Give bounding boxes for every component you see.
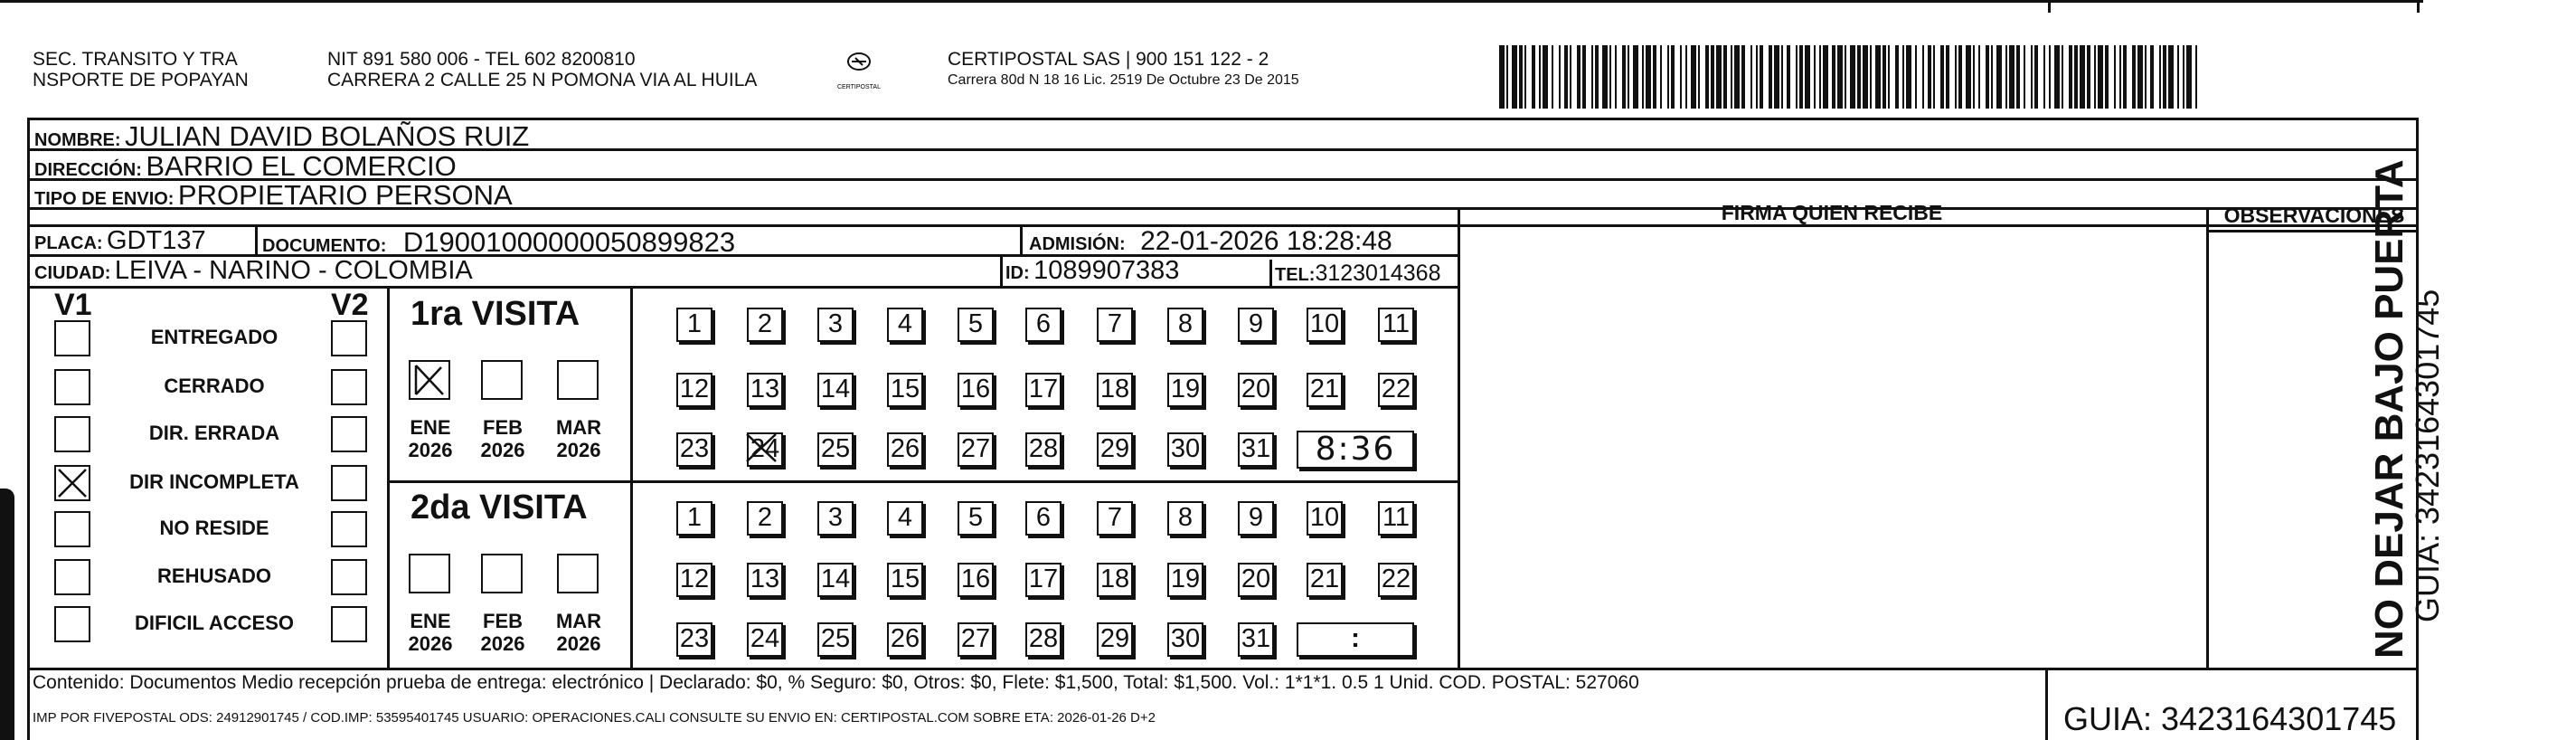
- day-box[interactable]: 2: [747, 501, 783, 536]
- status-v1-checkbox[interactable]: [54, 465, 90, 501]
- day-box[interactable]: 4: [887, 308, 923, 342]
- status-v2-checkbox[interactable]: [331, 606, 367, 642]
- day-box[interactable]: 10: [1307, 308, 1343, 342]
- side-text: [2369, 152, 2445, 659]
- nit-line: NIT 891 580 006 - TEL 602 8200810: [327, 49, 636, 70]
- month-label: [403, 416, 458, 461]
- day-box[interactable]: 1: [676, 501, 712, 536]
- month-checkbox[interactable]: [557, 360, 599, 400]
- id-label: ID:: [1005, 263, 1030, 283]
- status-label: DIR. ERRADA: [148, 422, 280, 444]
- first-visit-title: 1ra VISITA: [410, 295, 580, 333]
- day-box[interactable]: 24: [747, 622, 783, 657]
- ciudad-cell: [34, 256, 473, 286]
- day-box[interactable]: 12: [676, 563, 712, 597]
- v2-label: V2: [331, 288, 369, 322]
- day-box[interactable]: 18: [1097, 563, 1133, 597]
- status-label: REHUSADO: [157, 564, 271, 587]
- day-box[interactable]: 21: [1307, 373, 1343, 407]
- scan-mark: [0, 489, 14, 740]
- col-month-right: [630, 286, 633, 668]
- tipo-row: [34, 179, 513, 212]
- no-dejar-text: NO DEJAR BAJO PUERTA: [2367, 159, 2411, 659]
- day-box[interactable]: 29: [1097, 622, 1133, 657]
- month-checkbox[interactable]: [481, 554, 523, 593]
- ciudad-label: CIUDAD:: [34, 263, 111, 283]
- col-guia-footer: [2045, 668, 2048, 740]
- status-v1-checkbox[interactable]: [54, 369, 90, 405]
- day-box[interactable]: 18: [1097, 373, 1133, 407]
- documento-label: DOCUMENTO:: [262, 236, 387, 256]
- day-box[interactable]: 15: [887, 563, 923, 597]
- month-label: [552, 610, 606, 655]
- certipostal-logo-icon: [830, 45, 888, 96]
- status-v2-checkbox[interactable]: [331, 559, 367, 595]
- month-name: FEB: [483, 416, 523, 439]
- day-box[interactable]: 20: [1238, 373, 1274, 407]
- month-year: 2026: [556, 439, 601, 461]
- first-visit-time-box[interactable]: [1297, 431, 1414, 469]
- month-year: 2026: [556, 632, 601, 655]
- month-label: [476, 416, 530, 461]
- sender-line-2: NSPORTE DE POPAYAN: [33, 70, 249, 90]
- imp-text: IMP POR FIVEPOSTAL ODS: 24912901745 / COD.IMP: 53595401745 USUARIO: OPERACIONES.CALI CONSULTE SU ENVIO EN: CERTIPOSTAL.COM SOBRE ETA: 2026-01-26 D+2: [33, 710, 1156, 726]
- top-edge-tick: [2048, 0, 2051, 13]
- month-year: 2026: [408, 439, 453, 461]
- day-box[interactable]: 6: [1025, 501, 1062, 536]
- day-box[interactable]: 25: [817, 432, 854, 467]
- month-name: MAR: [555, 610, 602, 632]
- status-label: NO RESIDE: [159, 517, 269, 539]
- status-v2-checkbox[interactable]: [331, 369, 367, 405]
- day-box[interactable]: 29: [1097, 432, 1133, 467]
- sender-name: [33, 49, 249, 90]
- day-box[interactable]: 7: [1097, 308, 1133, 342]
- status-v2-checkbox[interactable]: [331, 416, 367, 452]
- barcode: [1499, 45, 2197, 109]
- day-box[interactable]: 20: [1238, 563, 1274, 597]
- documento-value: D19001000000050899823: [402, 226, 736, 258]
- direccion-row: [34, 150, 457, 183]
- contenido-text: Contenido: Documentos Medio recepción prueba de entrega: electrónico | Declarado: $0, % Seguro: $0, Otros: $0, Flete: $1,500, Total: $1,500. Vol.: 1*1*1. 0.5 1 Unid. COD. POSTAL: 527060: [33, 672, 1639, 693]
- status-label: DIR INCOMPLETA: [129, 470, 299, 493]
- direccion-label: DIRECCIÓN:: [34, 160, 142, 180]
- day-box[interactable]: 5: [958, 308, 994, 342]
- month-name: MAR: [555, 416, 602, 439]
- footer-line: [27, 668, 2419, 670]
- second-visit-time: :: [1351, 623, 1360, 653]
- company-line: CERTIPOSTAL SAS | 900 151 122 - 2: [948, 49, 1269, 70]
- status-v1-checkbox[interactable]: [54, 606, 90, 642]
- month-checkbox[interactable]: [409, 360, 450, 400]
- tel-cell: [1275, 261, 1440, 287]
- day-box[interactable]: 10: [1307, 501, 1343, 536]
- day-box[interactable]: 6: [1025, 308, 1062, 342]
- day-box[interactable]: 13: [747, 563, 783, 597]
- address-line: CARRERA 2 CALLE 25 N POMONA VIA AL HUILA: [327, 70, 758, 90]
- day-box[interactable]: 15: [887, 373, 923, 407]
- placa-label: PLACA:: [34, 233, 103, 253]
- day-box[interactable]: 28: [1025, 432, 1062, 467]
- tel-label: TEL:: [1275, 265, 1316, 285]
- col-admision: [1020, 224, 1023, 254]
- day-box[interactable]: 13: [747, 373, 783, 407]
- day-box[interactable]: 31: [1238, 432, 1274, 467]
- sender-line-1: SEC. TRANSITO Y TRA: [33, 49, 238, 70]
- day-box[interactable]: 12: [676, 373, 712, 407]
- day-box[interactable]: 2: [747, 308, 783, 342]
- day-box[interactable]: 8: [1167, 501, 1203, 536]
- status-v2-checkbox[interactable]: [331, 320, 367, 356]
- day-box[interactable]: 17: [1025, 563, 1062, 597]
- firma-label: FIRMA QUIEN RECIBE: [1721, 201, 1943, 224]
- day-box[interactable]: 5: [958, 501, 994, 536]
- month-checkbox[interactable]: [481, 360, 523, 400]
- nombre-label: NOMBRE:: [34, 130, 121, 150]
- status-label: CERRADO: [164, 375, 265, 397]
- col-v2-right: [387, 286, 390, 668]
- day-box[interactable]: 28: [1025, 622, 1062, 657]
- row-line-7: [389, 480, 1460, 483]
- day-box[interactable]: 9: [1238, 308, 1274, 342]
- day-box[interactable]: 1: [676, 308, 712, 342]
- status-v2-checkbox[interactable]: [331, 465, 367, 501]
- day-box[interactable]: 3: [817, 308, 854, 342]
- day-box[interactable]: 19: [1167, 373, 1203, 407]
- second-visit-time-box[interactable]: [1297, 622, 1414, 657]
- documento-cell: [262, 226, 735, 259]
- day-box[interactable]: 14: [817, 563, 854, 597]
- day-box[interactable]: 3: [817, 501, 854, 536]
- ciudad-value: LEIVA - NARINO - COLOMBIA: [114, 256, 473, 285]
- day-box[interactable]: 26: [887, 432, 923, 467]
- company-info: [948, 49, 1299, 90]
- day-box[interactable]: 17: [1025, 373, 1062, 407]
- month-name: ENE: [410, 416, 451, 439]
- day-box[interactable]: 11: [1378, 308, 1414, 342]
- tipo-label: TIPO DE ENVIO:: [34, 189, 175, 209]
- day-box[interactable]: 22: [1378, 373, 1414, 407]
- admision-value: 22-01-2026 18:28:48: [1140, 226, 1392, 256]
- row-line-6: [27, 286, 1460, 289]
- placa-value: GDT137: [107, 226, 206, 255]
- col-id: [1000, 254, 1003, 286]
- day-box[interactable]: 23: [676, 432, 712, 467]
- admision-cell: [1029, 226, 1392, 257]
- observaciones-label: OBSERVACIONES: [2223, 204, 2405, 227]
- day-box[interactable]: 30: [1167, 622, 1203, 657]
- status-v1-checkbox[interactable]: [54, 511, 90, 547]
- day-box[interactable]: 4: [887, 501, 923, 536]
- day-box[interactable]: 9: [1238, 501, 1274, 536]
- day-box[interactable]: 22: [1378, 563, 1414, 597]
- month-checkbox[interactable]: [557, 554, 599, 593]
- day-box[interactable]: 24: [747, 432, 783, 467]
- day-box[interactable]: 19: [1167, 563, 1203, 597]
- month-year: 2026: [480, 439, 525, 461]
- sender-info: [327, 49, 757, 90]
- second-visit-title: 2da VISITA: [410, 489, 588, 527]
- day-box[interactable]: 25: [817, 622, 854, 657]
- svg-text:CERTIPOSTAL: CERTIPOSTAL: [837, 84, 881, 90]
- month-label: [403, 610, 458, 655]
- day-box[interactable]: 21: [1307, 563, 1343, 597]
- month-checkbox[interactable]: [409, 554, 450, 593]
- tipo-value: PROPIETARIO PERSONA: [177, 179, 513, 211]
- month-label: [476, 610, 530, 655]
- month-year: 2026: [480, 632, 525, 655]
- day-box[interactable]: 8: [1167, 308, 1203, 342]
- day-box[interactable]: 26: [887, 622, 923, 657]
- nombre-row: [34, 120, 529, 153]
- day-box[interactable]: 27: [958, 622, 994, 657]
- footer-guia: GUIA: 3423164301745: [2063, 700, 2397, 737]
- month-year: 2026: [408, 632, 453, 655]
- col-placa-doc: [255, 224, 258, 254]
- top-edge-line: [0, 0, 2423, 3]
- day-box[interactable]: 14: [817, 373, 854, 407]
- day-box[interactable]: 30: [1167, 432, 1203, 467]
- license-line: Carrera 80d N 18 16 Lic. 2519 De Octubre 23 De 2015: [948, 72, 1299, 88]
- status-v1-checkbox[interactable]: [54, 559, 90, 595]
- day-box[interactable]: 16: [958, 563, 994, 597]
- day-box[interactable]: 31: [1238, 622, 1274, 657]
- day-box[interactable]: 27: [958, 432, 994, 467]
- month-name: FEB: [483, 610, 523, 632]
- status-v1-checkbox[interactable]: [54, 320, 90, 356]
- month-name: ENE: [410, 610, 451, 632]
- col-tel: [1269, 260, 1272, 286]
- day-box[interactable]: 11: [1378, 501, 1414, 536]
- day-box[interactable]: 23: [676, 622, 712, 657]
- col-obs-left: [2206, 207, 2209, 668]
- top-edge-right: [2417, 0, 2420, 13]
- side-guia-text: GUIA: 3423164301745: [2409, 289, 2446, 622]
- tel-value: 3123014368: [1315, 261, 1441, 286]
- nombre-value: JULIAN DAVID BOLAÑOS RUIZ: [125, 120, 530, 152]
- id-value: 1089907383: [1033, 256, 1180, 285]
- col-firma-left: [1458, 207, 1460, 668]
- status-label: DIFICIL ACCESO: [134, 612, 294, 634]
- month-label: [552, 416, 606, 461]
- day-box[interactable]: 16: [958, 373, 994, 407]
- first-visit-time: 8:36: [1315, 431, 1396, 468]
- status-label: ENTREGADO: [150, 326, 278, 348]
- id-cell: [1005, 256, 1179, 286]
- v1-label: V1: [54, 288, 92, 322]
- day-box[interactable]: 7: [1097, 501, 1133, 536]
- admision-label: ADMISIÓN:: [1029, 234, 1126, 254]
- direccion-value: BARRIO EL COMERCIO: [146, 150, 457, 182]
- status-v2-checkbox[interactable]: [331, 511, 367, 547]
- status-v1-checkbox[interactable]: [54, 416, 90, 452]
- placa-cell: [34, 226, 206, 256]
